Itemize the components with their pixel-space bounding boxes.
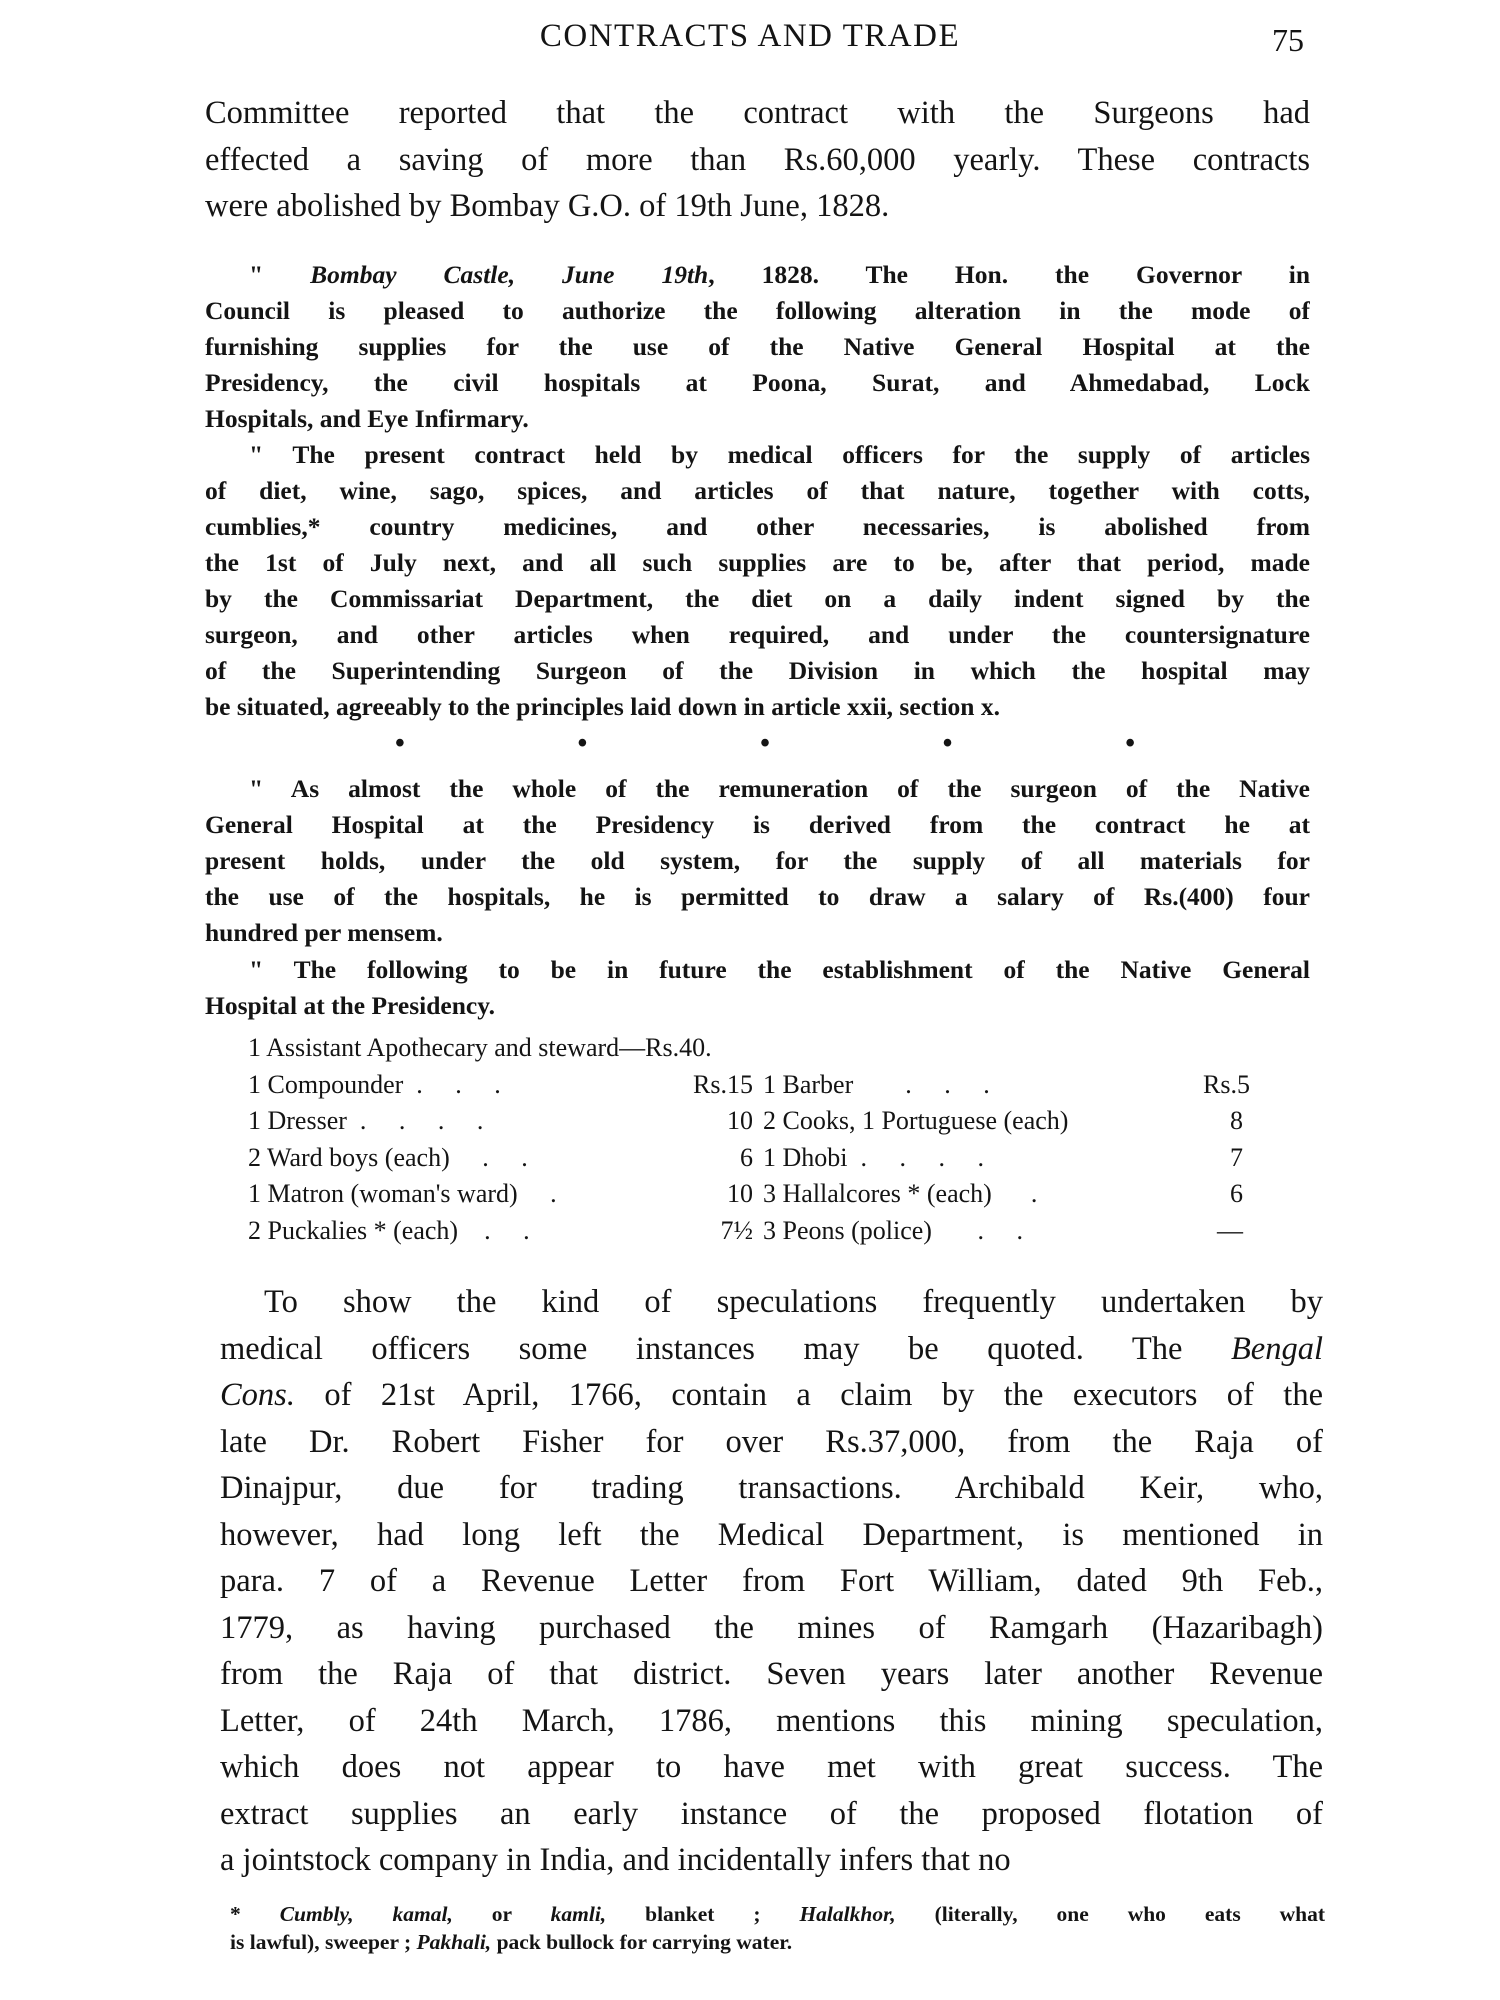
text-segment: medical officers some instances may be quoted. The	[220, 1330, 1231, 1367]
pay-amount: 7½	[720, 1215, 753, 1245]
text-segment: of 21st April, 1766, contain a claim by the executors of the	[294, 1377, 1323, 1413]
italic-text: Halalkhor,	[799, 1902, 896, 1926]
staff-item: 1 Dhobi . . . .	[763, 1142, 984, 1172]
text-segment: " As almost the whole of the remuneration of the surgeon of the Native	[249, 774, 1310, 803]
text-line	[205, 545, 1310, 581]
pay-amount: 10	[727, 1106, 753, 1135]
text-segment: late Dr. Robert Fisher for over Rs.37,000, from the Raja of	[220, 1423, 1323, 1460]
text-segment: Hospitals, and Eye Infirmary.	[205, 404, 529, 433]
text-line	[220, 1326, 1323, 1373]
text-line	[230, 1900, 1325, 1928]
quote-establishment	[205, 952, 1310, 1024]
text-segment: cumblies,* country medicines, and other necessaries, is abolished from	[205, 512, 1310, 541]
table-row	[248, 1213, 1243, 1250]
text-segment: Council is pleased to authorize the following alteration in the mode of	[205, 296, 1310, 325]
text-segment: blanket ;	[606, 1902, 800, 1926]
text-segment: *	[230, 1902, 280, 1926]
text-segment: a jointstock company in India, and incidentally infers that no	[220, 1842, 1011, 1878]
text-segment: Committee reported that the contract with the Surgeons had	[205, 95, 1310, 131]
text-segment: "	[249, 260, 311, 289]
text-line	[205, 137, 1310, 184]
establishment-table	[248, 1030, 1250, 1249]
text-line	[205, 617, 1310, 653]
text-line	[205, 473, 1310, 509]
text-line	[220, 1512, 1323, 1559]
staff-item: 1 Matron (woman's ward) .	[248, 1179, 557, 1208]
text-segment: Presidency, the civil hospitals at Poona, Surat, and Ahmedabad, Lock	[205, 368, 1310, 397]
pay-amount: 10	[727, 1179, 753, 1208]
text-segment: the 1st of July next, and all such supplies are to be, after that period, made	[205, 548, 1310, 577]
paragraph-1	[205, 90, 1310, 230]
text-segment: pack bullock for carrying water.	[491, 1930, 793, 1954]
text-line	[205, 365, 1310, 401]
table-row	[248, 1067, 1250, 1104]
pay-amount: —	[1217, 1215, 1243, 1245]
quote-contract-abolished	[205, 437, 1310, 725]
text-segment: the use of the hospitals, he is permitted to draw a salary of Rs.(400) four	[205, 882, 1310, 911]
text-line	[205, 90, 1310, 137]
text-line	[205, 689, 1310, 725]
text-segment: present holds, under the old system, for the supply of all materials for	[205, 846, 1310, 875]
text-line	[220, 1744, 1323, 1791]
text-segment: " The following to be in future the establishment of the Native General	[249, 955, 1310, 984]
text-line	[230, 1928, 1325, 1956]
text-line	[205, 879, 1310, 915]
text-segment: Dinajpur, due for trading transactions. Archibald Keir, who,	[220, 1470, 1323, 1506]
pay-amount: 6	[1230, 1179, 1243, 1208]
text-segment: 1779, as having purchased the mines of Ramgarh (Hazaribagh)	[220, 1609, 1323, 1646]
text-segment: by the Commissariat Department, the diet on a daily indent signed by the	[205, 584, 1310, 613]
staff-item: 2 Puckalies * (each) . .	[248, 1215, 530, 1245]
text-segment: were abolished by Bombay G.O. of 19th June, 1828.	[205, 188, 890, 224]
pay-amount: 6	[740, 1142, 753, 1172]
text-line	[220, 1419, 1323, 1466]
ellipsis-dot: •	[1125, 728, 1135, 759]
text-segment: of the Superintending Surgeon of the Division in which the hospital may	[205, 656, 1310, 685]
text-segment: or	[452, 1902, 551, 1926]
text-line	[205, 952, 1310, 988]
text-segment: General Hospital at the Presidency is derived from the contract he at	[205, 810, 1310, 839]
text-line	[205, 509, 1310, 545]
text-line	[220, 1651, 1323, 1698]
pay-amount: Rs.5	[1203, 1069, 1250, 1099]
text-line	[205, 988, 1310, 1024]
staff-item: 1 Compounder . . .	[248, 1069, 501, 1099]
text-segment: effected a saving of more than Rs.60,000 yearly. These contracts	[205, 141, 1310, 178]
pay-amount: 7	[1230, 1142, 1243, 1172]
text-line	[205, 915, 1310, 951]
text-line	[205, 843, 1310, 879]
ellipsis-dot: •	[760, 728, 770, 759]
text-segment: hundred per mensem.	[205, 918, 443, 947]
staff-item: 2 Ward boys (each) . .	[248, 1142, 528, 1172]
text-segment: (literally, one who eats what	[895, 1902, 1325, 1926]
staff-item: 3 Peons (police) . .	[763, 1215, 1023, 1245]
italic-text: Bengal	[1230, 1330, 1323, 1367]
text-line	[220, 1791, 1323, 1838]
text-line	[220, 1837, 1323, 1884]
text-line	[205, 257, 1310, 293]
text-line	[220, 1372, 1323, 1419]
text-segment: " The present contract held by medical officers for the supply of articles	[249, 440, 1310, 469]
text-line	[205, 581, 1310, 617]
text-line	[205, 437, 1310, 473]
text-line	[205, 653, 1310, 689]
ellipsis-dots	[395, 728, 1135, 760]
italic-text: Cons.	[220, 1377, 295, 1413]
ellipsis-dot: •	[395, 728, 405, 759]
ellipsis-dot: •	[942, 728, 953, 759]
staff-item: 2 Cooks, 1 Portuguese (each)	[763, 1106, 1069, 1135]
table-row	[248, 1103, 1243, 1140]
text-line	[205, 183, 1310, 230]
page-number: 75	[1272, 22, 1304, 58]
text-segment: extract supplies an early instance of the proposed flotation of	[220, 1795, 1323, 1832]
italic-text: kamli,	[550, 1902, 607, 1926]
text-segment: which does not appear to have met with great success. The	[220, 1749, 1323, 1785]
text-line	[220, 1465, 1323, 1512]
text-line	[220, 1698, 1323, 1745]
text-segment: be situated, agreeably to the principles laid down in article xxii, section x.	[205, 692, 1000, 721]
text-line	[205, 293, 1310, 329]
quote-surgeon-salary	[205, 771, 1310, 951]
text-segment: surgeon, and other articles when required, and under the countersignature	[205, 620, 1310, 649]
text-segment: To show the kind of speculations frequently undertaken by	[264, 1284, 1323, 1320]
staff-item: 3 Hallalcores * (each) .	[763, 1179, 1038, 1208]
text-line	[205, 329, 1310, 365]
pay-amount: Rs.15	[693, 1069, 753, 1099]
text-segment: furnishing supplies for the use of the Native General Hospital at the	[205, 332, 1310, 361]
establishment-head-line: 1 Assistant Apothecary and steward—Rs.40.	[248, 1033, 712, 1062]
italic-text: Cumbly, kamal,	[279, 1902, 453, 1926]
ellipsis-dot: •	[577, 728, 588, 759]
italic-text: Pakhali,	[416, 1930, 492, 1954]
table-row	[248, 1140, 1243, 1177]
text-line	[220, 1279, 1323, 1326]
footnote	[230, 1900, 1325, 1956]
text-line	[205, 401, 1310, 437]
pay-amount: 8	[1230, 1106, 1243, 1135]
text-segment: however, had long left the Medical Department, is mentioned in	[220, 1516, 1323, 1553]
text-segment: , 1828. The Hon. the Governor in	[708, 260, 1310, 289]
text-segment: of diet, wine, sago, spices, and articles of that nature, together with cotts,	[205, 476, 1310, 505]
staff-item: 1 Dresser . . . .	[248, 1106, 484, 1135]
staff-item: 1 Barber . . .	[763, 1069, 990, 1099]
quote-governor-order	[205, 257, 1310, 437]
text-segment: Hospital at the Presidency.	[205, 991, 495, 1020]
text-segment: from the Raja of that district. Seven years later another Revenue	[220, 1656, 1323, 1692]
text-line	[205, 807, 1310, 843]
table-row	[248, 1176, 1243, 1213]
text-line	[220, 1605, 1323, 1652]
paragraph-2	[220, 1279, 1323, 1884]
text-line	[205, 771, 1310, 807]
text-segment: para. 7 of a Revenue Letter from Fort William, dated 9th Feb.,	[220, 1563, 1323, 1599]
text-segment: is lawful), sweeper ;	[230, 1930, 417, 1954]
text-line	[220, 1558, 1323, 1605]
text-segment: Letter, of 24th March, 1786, mentions this mining speculation,	[220, 1702, 1323, 1739]
running-head: CONTRACTS AND TRADE	[539, 18, 961, 54]
italic-text: Bombay Castle, June 19th	[310, 260, 709, 289]
